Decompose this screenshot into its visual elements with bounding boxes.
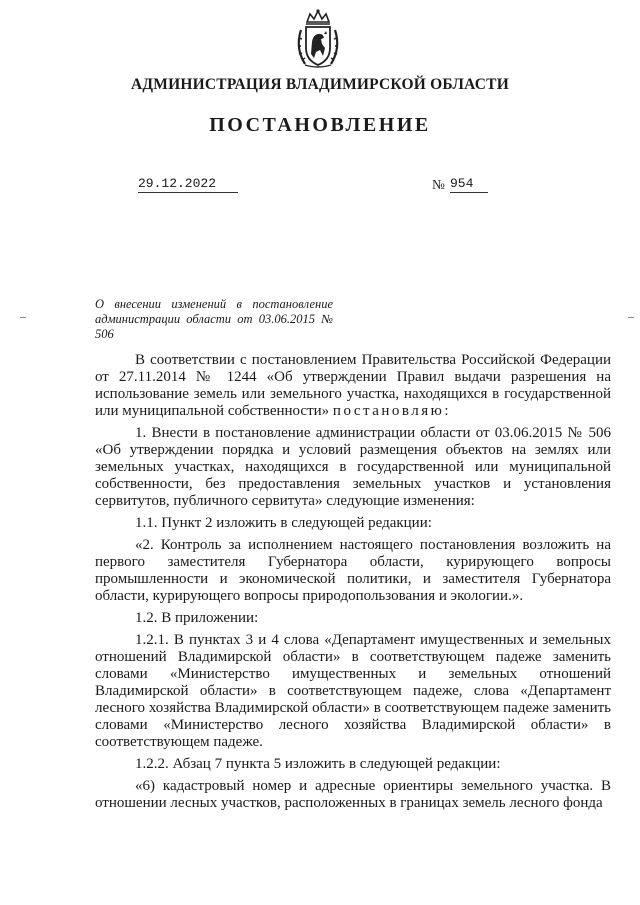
decree-word: постановляю: [332, 403, 445, 419]
coat-of-arms-emblem: [293, 8, 343, 70]
paragraph-1-2: 1.2. В приложении:: [135, 610, 259, 626]
document-subject: О внесении изменений в постановление администрации области от 03.06.2015 № 506: [95, 297, 333, 341]
document-body: [95, 352, 611, 817]
document-date: 29.12.2022: [138, 176, 238, 193]
margin-mark-right: [628, 317, 634, 318]
paragraph-1-2-1: 1.2.1. В пунктах 3 и 4 слова «Департамент имущественных и земельных отношений Владимирской области» в соответствующем падеже заменить словами «Министерство имущественных и земельных отношений Владимирской области» в соответствующем падеже, слова «Департамент лесного хозяйства Владимирской области» в соответствующем падеже заменить словами «Министерство лесного хозяйства Владимирской области» в соответствующем падеже.: [95, 632, 611, 750]
paragraph-1-1: 1.1. Пункт 2 изложить в следующей редакции:: [135, 515, 432, 531]
paragraph-1-1-text: «2. Контроль за исполнением настоящего постановления возложить на первого заместителя Губернатора области, курирующего вопросы промышленности и экономической политики, и заместителя Губернатора области, курирующего вопросы природопользования и экологии.».: [95, 537, 611, 604]
number-sign: №: [432, 177, 445, 192]
document-number: 954: [450, 176, 488, 193]
margin-mark-left: [20, 317, 26, 318]
paragraph-1: 1. Внести в постановление администрации области от 03.06.2015 № 506 «Об утверждении порядка и условий размещения объектов на землях или земельных участках, находящихся в государственной или муниципальной собственности, без предоставления земельных участков и установления сервитутов, публичного сервитута» следующие изменения:: [95, 425, 611, 509]
paragraph-1-2-2: 1.2.2. Абзац 7 пункта 5 изложить в следующей редакции:: [135, 756, 501, 772]
preamble-colon: :: [444, 403, 449, 419]
preamble-text: В соответствии с постановлением Правительства Российской Федерации от 27.11.2014 № 1244 «Об утверждении Правил выдачи разрешения на использование земель или земельного участка, находящихся в государственной или муниципальной собственности»: [95, 352, 611, 419]
paragraph-preamble: [95, 352, 611, 420]
document-type-title: ПОСТАНОВЛЕНИЕ: [209, 114, 431, 136]
organization-name: АДМИНИСТРАЦИЯ ВЛАДИМИРСКОЙ ОБЛАСТИ: [131, 76, 509, 93]
paragraph-1-2-2-text: «6) кадастровый номер и адресные ориентиры земельного участка. В отношении лесных участков, расположенных в границах земель лесного фонда: [95, 778, 611, 811]
